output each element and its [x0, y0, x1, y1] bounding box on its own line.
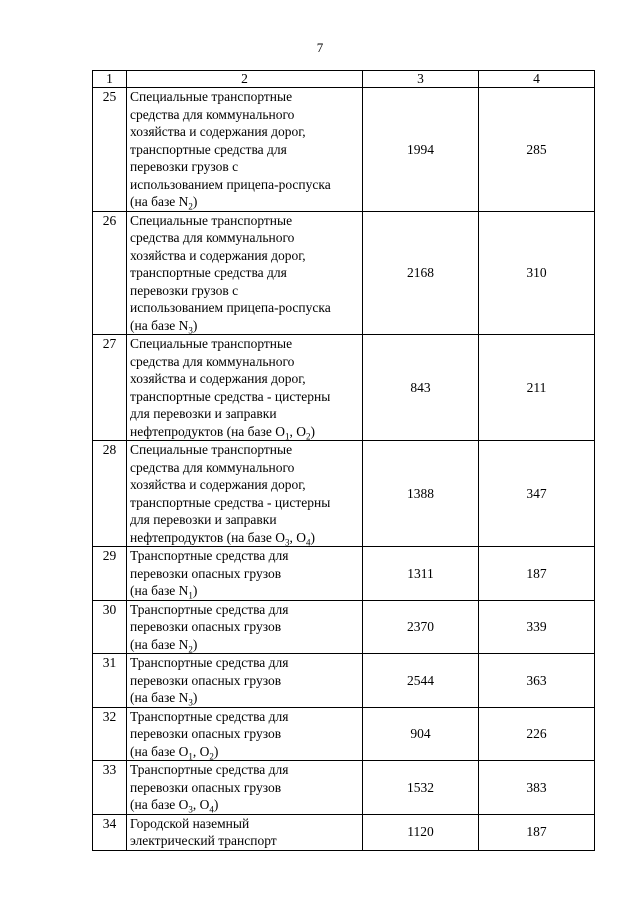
page-number: 7: [316, 40, 324, 55]
value-col4: 187: [479, 814, 595, 850]
table-row: [93, 441, 595, 547]
base-line: [130, 317, 359, 335]
base-suffix: ): [310, 423, 315, 439]
base-prefix: (на базе O: [130, 743, 189, 759]
value-col3: 1120: [363, 814, 479, 850]
table-row: [93, 761, 595, 815]
description-line: использованием прицепа-роспуска: [130, 300, 331, 315]
vehicle-description: [127, 88, 363, 212]
base-sub1: 3: [188, 325, 193, 336]
value-col4: 347: [479, 441, 595, 547]
base-line: [130, 529, 359, 547]
base-prefix: (на базе N: [130, 690, 189, 705]
table-row: [93, 654, 595, 708]
value-col3: 2370: [363, 600, 479, 654]
base-suffix: ): [192, 583, 198, 598]
base-suffix: ): [192, 636, 198, 652]
base-suffix: ): [192, 317, 198, 333]
table-row: [93, 335, 595, 441]
value-col4: 310: [479, 211, 595, 335]
description-line: транспортные средства для: [130, 265, 287, 280]
base-prefix: (на базе O: [130, 797, 189, 812]
base-suffix: ): [213, 743, 219, 759]
table-row: [93, 814, 595, 850]
description-line: Специальные транспортные: [130, 442, 293, 457]
vehicle-description: [127, 335, 363, 441]
description-line: Транспортные средства для: [130, 708, 289, 724]
base-sub1: 1: [284, 431, 290, 442]
row-number: 32: [93, 707, 127, 761]
base-prefix: (на базе N: [130, 636, 189, 652]
description-line: средства для коммунального: [130, 353, 295, 369]
value-col3: 1994: [363, 88, 479, 212]
value-col3: 2168: [363, 211, 479, 335]
base-sub1: 2: [188, 644, 193, 655]
description-line: Транспортные средства для: [130, 762, 289, 777]
column-header: 3: [363, 71, 479, 88]
base-suffix: ): [192, 194, 198, 209]
base-sub1: 3: [284, 537, 290, 548]
value-col3: 1532: [363, 761, 479, 815]
column-header: 2: [127, 71, 363, 88]
base-sub1: 1: [188, 590, 193, 601]
base-sub1: 1: [188, 751, 193, 762]
base-prefix: (на базе N: [130, 317, 189, 333]
description-line: средства для коммунального: [130, 230, 295, 245]
table-row: [93, 547, 595, 601]
value-col4: 211: [479, 335, 595, 441]
description-line: электрический транспорт: [130, 833, 277, 848]
row-number: 29: [93, 547, 127, 601]
vehicle-description: [127, 814, 363, 850]
description-line: перевозки опасных грузов: [130, 565, 282, 581]
value-col4: 363: [479, 654, 595, 708]
description-line: для перевозки и заправки: [130, 406, 277, 421]
table-row: [93, 211, 595, 335]
row-number: 26: [93, 211, 127, 335]
description-line: хозяйства и содержания дорог,: [130, 371, 306, 386]
description-line: перевозки опасных грузов: [130, 619, 282, 634]
row-number: 33: [93, 761, 127, 815]
description-line: Специальные транспортные: [130, 89, 293, 104]
table-row: [93, 707, 595, 761]
description-line: перевозки опасных грузов: [130, 779, 282, 795]
value-col4: 187: [479, 547, 595, 601]
column-header: 1: [93, 71, 127, 88]
value-col4: 339: [479, 600, 595, 654]
base-suffix: ): [310, 529, 315, 545]
description-line: транспортные средства для: [130, 141, 287, 157]
description-line: перевозки грузов с: [130, 282, 239, 298]
row-number: 25: [93, 88, 127, 212]
base-sub2: 4: [209, 804, 214, 815]
base-line: [130, 743, 359, 761]
value-col4: 383: [479, 761, 595, 815]
base-sub2: 4: [305, 537, 311, 548]
table-row: [93, 600, 595, 654]
value-col4: 285: [479, 88, 595, 212]
vehicle-description: [127, 654, 363, 708]
base-sub1: 2: [188, 201, 193, 212]
vehicle-description: [127, 211, 363, 335]
base-mid: , O: [192, 797, 210, 812]
vehicle-table: [92, 70, 595, 851]
base-mid: , O: [192, 743, 210, 759]
description-line: Транспортные средства для: [130, 655, 289, 670]
base-line: [130, 636, 359, 654]
vehicle-description: [127, 441, 363, 547]
base-suffix: ): [213, 797, 219, 812]
description-line: хозяйства и содержания дорог,: [130, 247, 306, 263]
vehicle-description: [127, 600, 363, 654]
row-number: 28: [93, 441, 127, 547]
vehicle-description: [127, 547, 363, 601]
base-line: [130, 193, 359, 211]
base-line: [130, 582, 359, 600]
description-line: перевозки грузов с: [130, 159, 239, 174]
description-line: использованием прицепа-роспуска: [130, 176, 331, 192]
description-line: транспортные средства - цистерны: [130, 388, 331, 404]
base-mid: , O: [289, 423, 306, 439]
base-suffix: ): [192, 690, 198, 705]
value-col3: 843: [363, 335, 479, 441]
description-line: Городской наземный: [130, 815, 250, 831]
value-col4: 226: [479, 707, 595, 761]
row-number: 31: [93, 654, 127, 708]
column-header: 4: [479, 71, 595, 88]
base-sub1: 3: [188, 697, 193, 708]
base-prefix: нефтепродуктов (на базе O: [130, 529, 285, 545]
vehicle-description: [127, 761, 363, 815]
description-line: Транспортные средства для: [130, 548, 289, 563]
base-line: [130, 423, 359, 441]
row-number: 34: [93, 814, 127, 850]
base-line: [130, 689, 359, 707]
base-prefix: (на базе N: [130, 194, 189, 209]
row-number: 30: [93, 600, 127, 654]
table-header-row: [93, 71, 595, 88]
description-line: перевозки опасных грузов: [130, 672, 282, 688]
description-line: транспортные средства - цистерны: [130, 494, 331, 510]
base-sub1: 3: [188, 804, 193, 815]
value-col3: 1311: [363, 547, 479, 601]
base-sub2: 2: [305, 431, 311, 442]
description-line: средства для коммунального: [130, 106, 295, 122]
table-row: [93, 88, 595, 212]
base-mid: , O: [289, 529, 306, 545]
base-prefix: нефтепродуктов (на базе O: [130, 423, 285, 439]
description-line: перевозки опасных грузов: [130, 726, 282, 741]
description-line: Специальные транспортные: [130, 212, 293, 228]
description-line: хозяйства и содержания дорог,: [130, 477, 306, 492]
vehicle-description: [127, 707, 363, 761]
description-line: Специальные транспортные: [130, 336, 293, 351]
description-line: для перевозки и заправки: [130, 512, 277, 527]
value-col3: 904: [363, 707, 479, 761]
description-line: Транспортные средства для: [130, 601, 289, 617]
description-line: средства для коммунального: [130, 459, 295, 475]
base-line: [130, 796, 359, 814]
base-sub2: 2: [209, 751, 214, 762]
row-number: 27: [93, 335, 127, 441]
base-prefix: (на базе N: [130, 583, 189, 598]
value-col3: 1388: [363, 441, 479, 547]
value-col3: 2544: [363, 654, 479, 708]
description-line: хозяйства и содержания дорог,: [130, 124, 306, 139]
